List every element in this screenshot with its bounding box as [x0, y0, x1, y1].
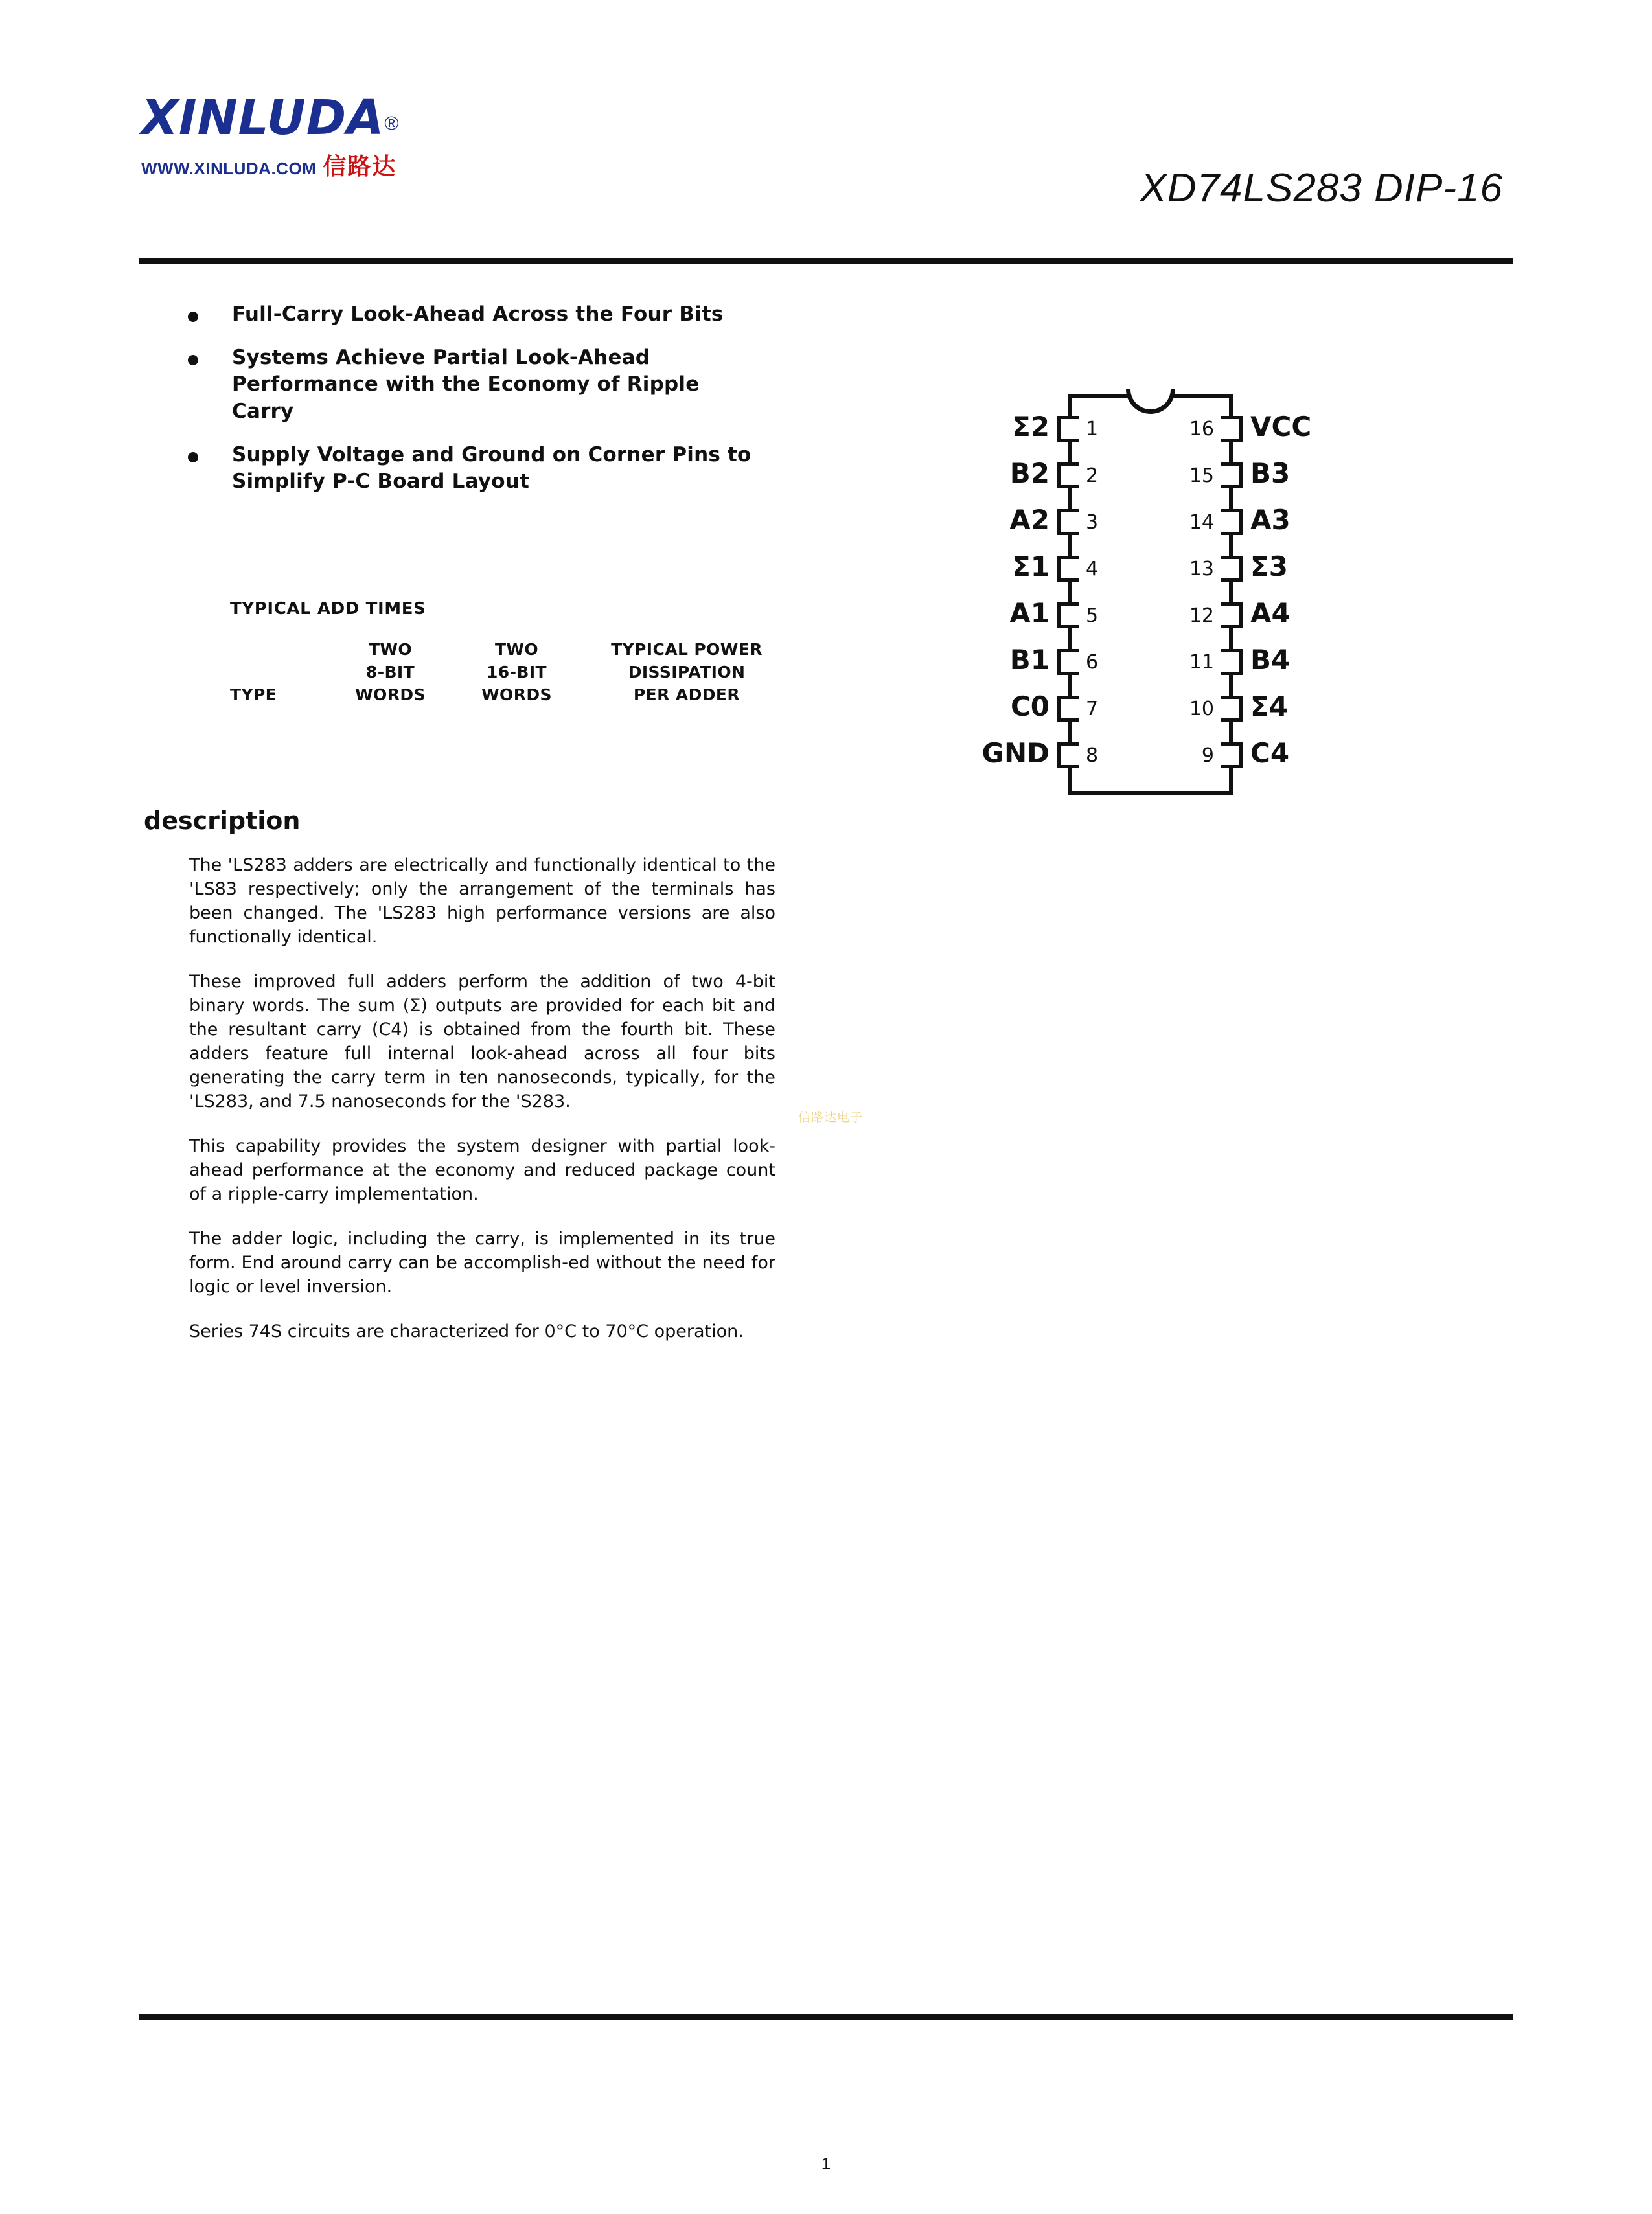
feature-list — [181, 301, 751, 512]
pin-number: 8 — [1086, 744, 1099, 767]
pin-number: 11 — [1189, 651, 1214, 674]
list-item — [181, 301, 751, 328]
pin-label: Σ1 — [1012, 551, 1050, 582]
col-type-line3: TYPE — [230, 685, 277, 704]
feature-text: Systems Achieve Partial Look-Ahead Performance with the Economy of Ripple Carry — [232, 346, 700, 423]
pin-shape — [1221, 509, 1243, 535]
company-logo — [141, 90, 543, 181]
pin-shape — [1221, 602, 1243, 628]
pin-number: 14 — [1189, 511, 1214, 534]
pin-label: B4 — [1250, 644, 1291, 676]
logo-text: XINLUDA — [141, 90, 385, 146]
pin-shape — [1221, 696, 1243, 722]
footer-divider — [139, 2014, 1513, 2020]
add-times-header-grid — [230, 638, 794, 706]
bullet-icon — [188, 312, 198, 322]
col-8bit-line1: TWO — [368, 640, 413, 659]
col-16bit-line1: TWO — [494, 640, 539, 659]
pin-shape — [1057, 742, 1079, 768]
col-power-line3: PER ADDER — [633, 685, 740, 704]
package-outline — [1068, 394, 1233, 795]
bullet-icon — [188, 355, 198, 365]
logo-chinese-name: 信路达 — [323, 154, 397, 180]
description-paragraph: This capability provides the system designer with partial look-ahead performance at the economy and reduced package count of a ripple-carry implementation. — [189, 1136, 775, 1204]
bullet-icon — [188, 452, 198, 462]
col-type-line2 — [230, 661, 327, 683]
pin-shape — [1221, 556, 1243, 582]
package-pinout-diagram — [959, 382, 1373, 823]
pin-number: 16 — [1189, 418, 1214, 440]
col-8bit-line2: 8-BIT — [365, 663, 415, 681]
pin-label: A1 — [1009, 597, 1050, 629]
pin-shape — [1057, 649, 1079, 675]
pin-label: A2 — [1009, 504, 1050, 536]
pin-label: C0 — [1010, 690, 1050, 722]
pin-number: 4 — [1086, 558, 1099, 580]
pin-number: 13 — [1189, 558, 1214, 580]
pin-label: VCC — [1250, 411, 1312, 442]
pin-number: 3 — [1086, 511, 1099, 534]
table-title: TYPICAL ADD TIMES — [230, 599, 426, 619]
pin-label: Σ4 — [1250, 690, 1288, 722]
pin-label: Σ2 — [1012, 411, 1050, 442]
list-item — [181, 345, 751, 425]
pin-label: A4 — [1250, 597, 1291, 629]
pin-label: Σ3 — [1250, 551, 1288, 582]
header-divider — [139, 258, 1513, 264]
page-title: XD74LS283 DIP-16 — [1140, 166, 1503, 211]
registered-trademark-icon: ® — [384, 113, 399, 135]
pin-number: 9 — [1201, 744, 1214, 767]
pin-number: 10 — [1189, 698, 1214, 720]
pin-shape — [1057, 556, 1079, 582]
feature-text: Supply Voltage and Ground on Corner Pins to Simplify P-C Board Layout — [232, 442, 751, 494]
pin-number: 2 — [1086, 464, 1099, 487]
pin-number: 5 — [1086, 604, 1099, 627]
pin-number: 15 — [1189, 464, 1214, 487]
pin-shape — [1221, 649, 1243, 675]
logo-subline — [141, 148, 543, 181]
pin-shape — [1221, 742, 1243, 768]
pin-shape — [1057, 602, 1079, 628]
table-row — [230, 683, 794, 706]
pin-shape — [1221, 416, 1243, 442]
col-16bit-line3: WORDS — [481, 685, 552, 704]
logo-website: WWW.XINLUDA.COM — [141, 159, 317, 178]
col-type-line1 — [230, 638, 327, 661]
table-row — [230, 638, 794, 661]
pin-number: 12 — [1189, 604, 1214, 627]
col-power-line1: TYPICAL POWER — [611, 640, 763, 659]
pin-shape — [1221, 462, 1243, 488]
description-paragraph: Series 74S circuits are characterized for 0°C to 70°C operation. — [189, 1321, 744, 1341]
description-paragraph: These improved full adders perform the addition of two 4-bit binary words. The sum (Σ) outputs are provided for each bit and the resultant carry (C4) is obtained from the fourth bit. These adders feature full internal look-ahead across all four bits generating the carry term in ten nanoseconds, typically, for the 'LS283, and 7.5 nanoseconds for the 'S283. — [189, 971, 775, 1112]
watermark-text: 信路达电子 — [798, 1110, 864, 1124]
pin-number: 7 — [1086, 698, 1099, 720]
pin-label: B3 — [1250, 457, 1291, 489]
pin-label: A3 — [1250, 504, 1291, 536]
feature-text: Full-Carry Look-Ahead Across the Four Bits — [232, 302, 724, 326]
pin-label: B2 — [1009, 457, 1050, 489]
pin-number: 1 — [1086, 418, 1099, 440]
description-paragraph: The 'LS283 adders are electrically and functionally identical to the 'LS83 respectively; only the arrangement of the terminals has been changed. The 'LS283 high performance versions are also functionally identical. — [189, 855, 775, 947]
pin-number: 6 — [1086, 651, 1099, 674]
pin-shape — [1057, 696, 1079, 722]
logo-wordmark — [141, 90, 543, 146]
page-number: 1 — [821, 2154, 831, 2173]
list-item — [181, 442, 751, 495]
pin-shape — [1057, 416, 1079, 442]
description-paragraph: The adder logic, including the carry, is implemented in its true form. End around carry can be accomplish-ed without the need for logic or level inversion. — [189, 1228, 775, 1297]
typical-add-times-table — [230, 599, 800, 706]
col-8bit-line3: WORDS — [355, 685, 426, 704]
col-power-line2: DISSIPATION — [628, 663, 746, 681]
pin-label: B1 — [1009, 644, 1050, 676]
description-body — [189, 854, 775, 1365]
pin-label: GND — [981, 737, 1050, 769]
col-16bit-line2: 16-BIT — [487, 663, 547, 681]
pin-shape — [1057, 462, 1079, 488]
description-heading: description — [144, 806, 301, 835]
pin-label: C4 — [1250, 737, 1290, 769]
table-row — [230, 661, 794, 683]
pin-shape — [1057, 509, 1079, 535]
